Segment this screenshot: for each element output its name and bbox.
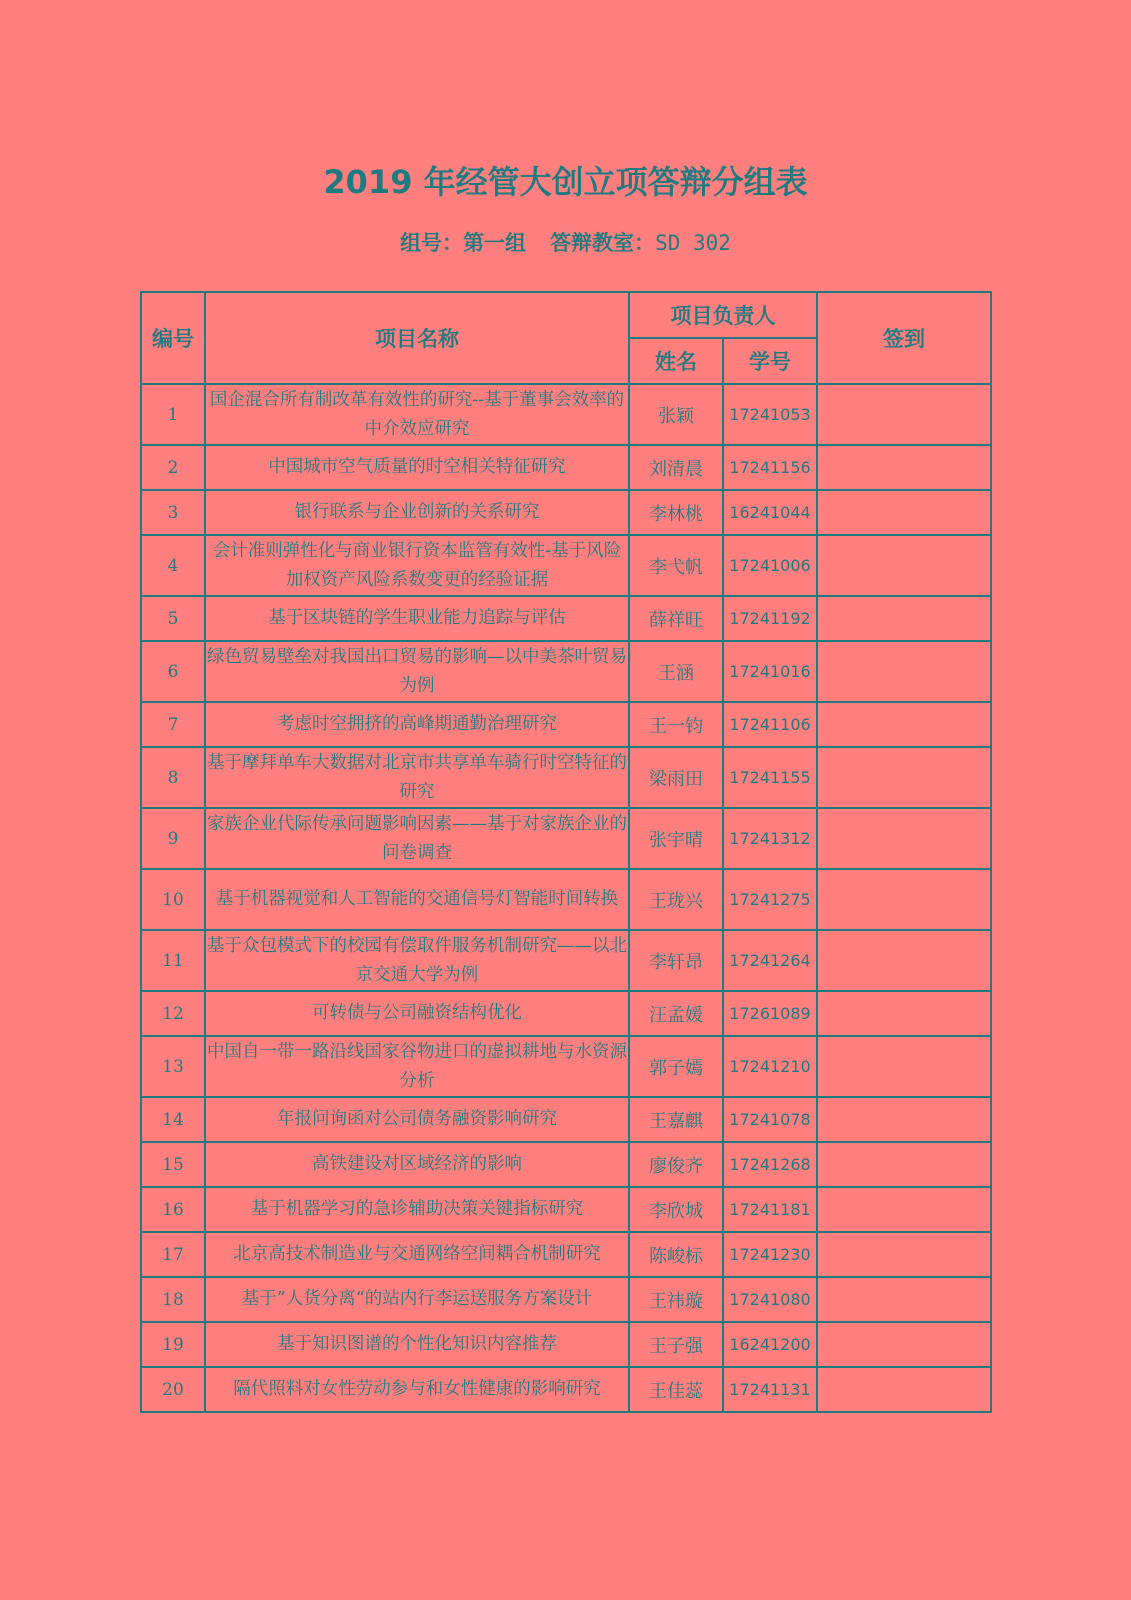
student-id: 17241275 [723,869,817,930]
table-row [141,1322,991,1367]
row-number: 15 [141,1142,205,1187]
row-number: 3 [141,490,205,535]
table-header [141,292,991,384]
sign-in-cell[interactable] [817,1322,991,1367]
sign-in-cell[interactable] [817,535,991,596]
sign-in-cell[interactable] [817,490,991,535]
project-name: 基于众包模式下的校园有偿取件服务机制研究——以北京交通大学为例 [205,930,629,991]
header-leader: 项目负责人 [629,292,817,338]
sign-in-cell[interactable] [817,596,991,641]
leader-name: 王子强 [629,1322,723,1367]
student-id: 16241044 [723,490,817,535]
table-row [141,535,991,596]
student-id: 17241080 [723,1277,817,1322]
student-id: 17261089 [723,991,817,1036]
row-number: 6 [141,641,205,702]
project-name: 国企混合所有制改革有效性的研究--基于董事会效率的中介效应研究 [205,384,629,445]
defense-schedule-table [140,291,992,1413]
project-name: 绿色贸易壁垒对我国出口贸易的影响—以中美茶叶贸易为例 [205,641,629,702]
project-name: 中国城市空气质量的时空相关特征研究 [205,445,629,490]
room-value: SD 302 [655,231,731,255]
leader-name: 陈峻标 [629,1232,723,1277]
row-number: 12 [141,991,205,1036]
row-number: 4 [141,535,205,596]
table-row [141,808,991,869]
project-name: 基于”人货分离“的站内行李运送服务方案设计 [205,1277,629,1322]
table-row [141,490,991,535]
leader-name: 王一钧 [629,702,723,747]
table-row [141,747,991,808]
student-id: 17241156 [723,445,817,490]
sign-in-cell[interactable] [817,384,991,445]
project-name: 会计准则弹性化与商业银行资本监管有效性-基于风险加权资产风险系数变更的经验证据 [205,535,629,596]
leader-name: 汪孟媛 [629,991,723,1036]
row-number: 14 [141,1097,205,1142]
table-row [141,596,991,641]
leader-name: 刘清晨 [629,445,723,490]
sign-in-cell[interactable] [817,808,991,869]
table-row [141,445,991,490]
sign-in-cell[interactable] [817,1277,991,1322]
leader-name: 李轩昂 [629,930,723,991]
header-name: 姓名 [629,338,723,384]
sign-in-cell[interactable] [817,930,991,991]
student-id: 17241312 [723,808,817,869]
row-number: 1 [141,384,205,445]
group-info [0,228,1131,258]
student-id: 17241016 [723,641,817,702]
leader-name: 王嘉麒 [629,1097,723,1142]
leader-name: 王涵 [629,641,723,702]
row-number: 8 [141,747,205,808]
leader-name: 李弋帆 [629,535,723,596]
project-name: 基于机器学习的急诊辅助决策关键指标研究 [205,1187,629,1232]
row-number: 13 [141,1036,205,1097]
table-row [141,1367,991,1412]
row-number: 11 [141,930,205,991]
student-id: 17241264 [723,930,817,991]
table-row [141,869,991,930]
student-id: 17241078 [723,1097,817,1142]
table-row [141,1036,991,1097]
leader-name: 梁雨田 [629,747,723,808]
leader-name: 郭子嫣 [629,1036,723,1097]
project-name: 家族企业代际传承问题影响因素——基于对家族企业的问卷调查 [205,808,629,869]
sign-in-cell[interactable] [817,1187,991,1232]
table-row [141,1097,991,1142]
table-row [141,1277,991,1322]
project-name: 年报问询函对公司债务融资影响研究 [205,1097,629,1142]
student-id: 17241268 [723,1142,817,1187]
header-student-id: 学号 [723,338,817,384]
row-number: 2 [141,445,205,490]
table-row [141,991,991,1036]
table-row [141,1142,991,1187]
leader-name: 王祎璇 [629,1277,723,1322]
row-number: 20 [141,1367,205,1412]
sign-in-cell[interactable] [817,1097,991,1142]
sign-in-cell[interactable] [817,702,991,747]
sign-in-cell[interactable] [817,747,991,808]
student-id: 16241200 [723,1322,817,1367]
row-number: 5 [141,596,205,641]
project-name: 北京高技术制造业与交通网络空间耦合机制研究 [205,1232,629,1277]
group-label: 组号： [400,230,464,255]
student-id: 17241155 [723,747,817,808]
student-id: 17241210 [723,1036,817,1097]
leader-name: 张颖 [629,384,723,445]
row-number: 17 [141,1232,205,1277]
room-label: 答辩教室： [550,230,656,255]
student-id: 17241230 [723,1232,817,1277]
leader-name: 薛祥旺 [629,596,723,641]
project-name: 隔代照料对女性劳动参与和女性健康的影响研究 [205,1367,629,1412]
header-no: 编号 [141,292,205,384]
header-sign: 签到 [817,292,991,384]
project-name: 高铁建设对区域经济的影响 [205,1142,629,1187]
sign-in-cell[interactable] [817,1036,991,1097]
table-body [141,384,991,1412]
table-row [141,1187,991,1232]
student-id: 17241192 [723,596,817,641]
table-row [141,702,991,747]
leader-name: 廖俊齐 [629,1142,723,1187]
student-id: 17241006 [723,535,817,596]
project-name: 考虑时空拥挤的高峰期通勤治理研究 [205,702,629,747]
leader-name: 王佳蕊 [629,1367,723,1412]
table-row [141,1232,991,1277]
group-value: 第一组 [463,230,527,255]
project-name: 中国自一带一路沿线国家谷物进口的虚拟耕地与水资源分析 [205,1036,629,1097]
leader-name: 李林桃 [629,490,723,535]
project-name: 基于摩拜单车大数据对北京市共享单车骑行时空特征的研究 [205,747,629,808]
student-id: 17241181 [723,1187,817,1232]
row-number: 16 [141,1187,205,1232]
sign-in-cell[interactable] [817,641,991,702]
project-name: 基于知识图谱的个性化知识内容推荐 [205,1322,629,1367]
table-row [141,641,991,702]
leader-name: 王珑兴 [629,869,723,930]
project-name: 基于机器视觉和人工智能的交通信号灯智能时间转换 [205,869,629,930]
table-row [141,384,991,445]
project-name: 银行联系与企业创新的关系研究 [205,490,629,535]
project-name: 可转债与公司融资结构优化 [205,991,629,1036]
row-number: 7 [141,702,205,747]
sign-in-cell[interactable] [817,991,991,1036]
student-id: 17241053 [723,384,817,445]
sign-in-cell[interactable] [817,445,991,490]
row-number: 10 [141,869,205,930]
student-id: 17241131 [723,1367,817,1412]
leader-name: 李欣城 [629,1187,723,1232]
student-id: 17241106 [723,702,817,747]
sign-in-cell[interactable] [817,869,991,930]
row-number: 18 [141,1277,205,1322]
header-project: 项目名称 [205,292,629,384]
project-name: 基于区块链的学生职业能力追踪与评估 [205,596,629,641]
sign-in-cell[interactable] [817,1232,991,1277]
table-row [141,930,991,991]
row-number: 19 [141,1322,205,1367]
page-title: 2019 年经管大创立项答辩分组表 [323,163,808,201]
row-number: 9 [141,808,205,869]
sign-in-cell[interactable] [817,1367,991,1412]
leader-name: 张宇晴 [629,808,723,869]
sign-in-cell[interactable] [817,1142,991,1187]
